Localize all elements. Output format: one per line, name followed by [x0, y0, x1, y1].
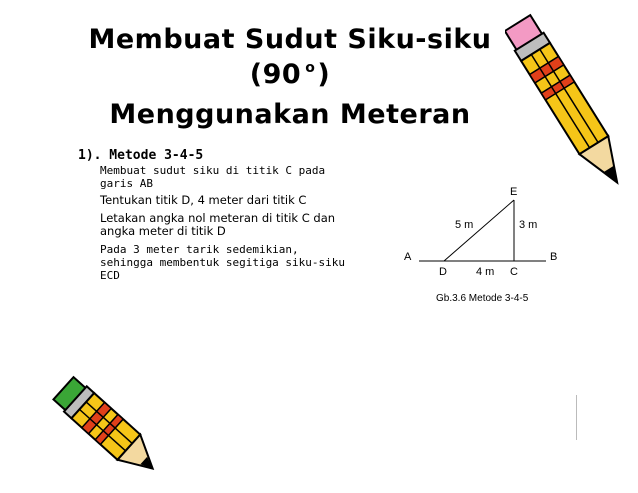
point-b-label: B — [550, 251, 558, 263]
point-e-label: E — [510, 186, 518, 198]
title-line-1: Membuat Sudut Siku-siku — [88, 24, 492, 55]
pencil-icon — [505, 0, 635, 215]
divider — [576, 395, 577, 440]
list-item: Letakan angka nol meteran di titik C dan angka meter di titik D — [100, 210, 336, 238]
list-item: Membuat sudut siku di titik C pada garis AB — [100, 164, 326, 190]
title-line-3: Menggunakan Meteran — [109, 99, 471, 130]
hypotenuse-length-label: 5 m — [455, 219, 474, 231]
pencil-icon — [48, 370, 168, 485]
title-degree-value: (90 — [249, 59, 302, 90]
figure-caption: Gb.3.6 Metode 3-4-5 — [436, 293, 529, 304]
method-heading: 1). Metode 3-4-5 — [78, 148, 204, 163]
list-item: Tentukan titik D, 4 meter dari titik C — [100, 193, 307, 207]
point-c-label: C — [510, 266, 518, 278]
base-length-label: 4 m — [476, 266, 495, 278]
title-line-2 — [70, 57, 510, 97]
vertical-length-label: 3 m — [519, 219, 538, 231]
point-d-label: D — [439, 266, 447, 278]
steps-list — [100, 164, 358, 286]
list-item: Pada 3 meter tarik sedemikian, sehingga membentuk segitiga siku-siku ECD — [100, 242, 346, 282]
point-a-label: A — [404, 251, 412, 263]
degree-symbol: o — [305, 60, 316, 76]
title-degree-close: ) — [317, 59, 331, 90]
slide-title — [70, 22, 510, 132]
